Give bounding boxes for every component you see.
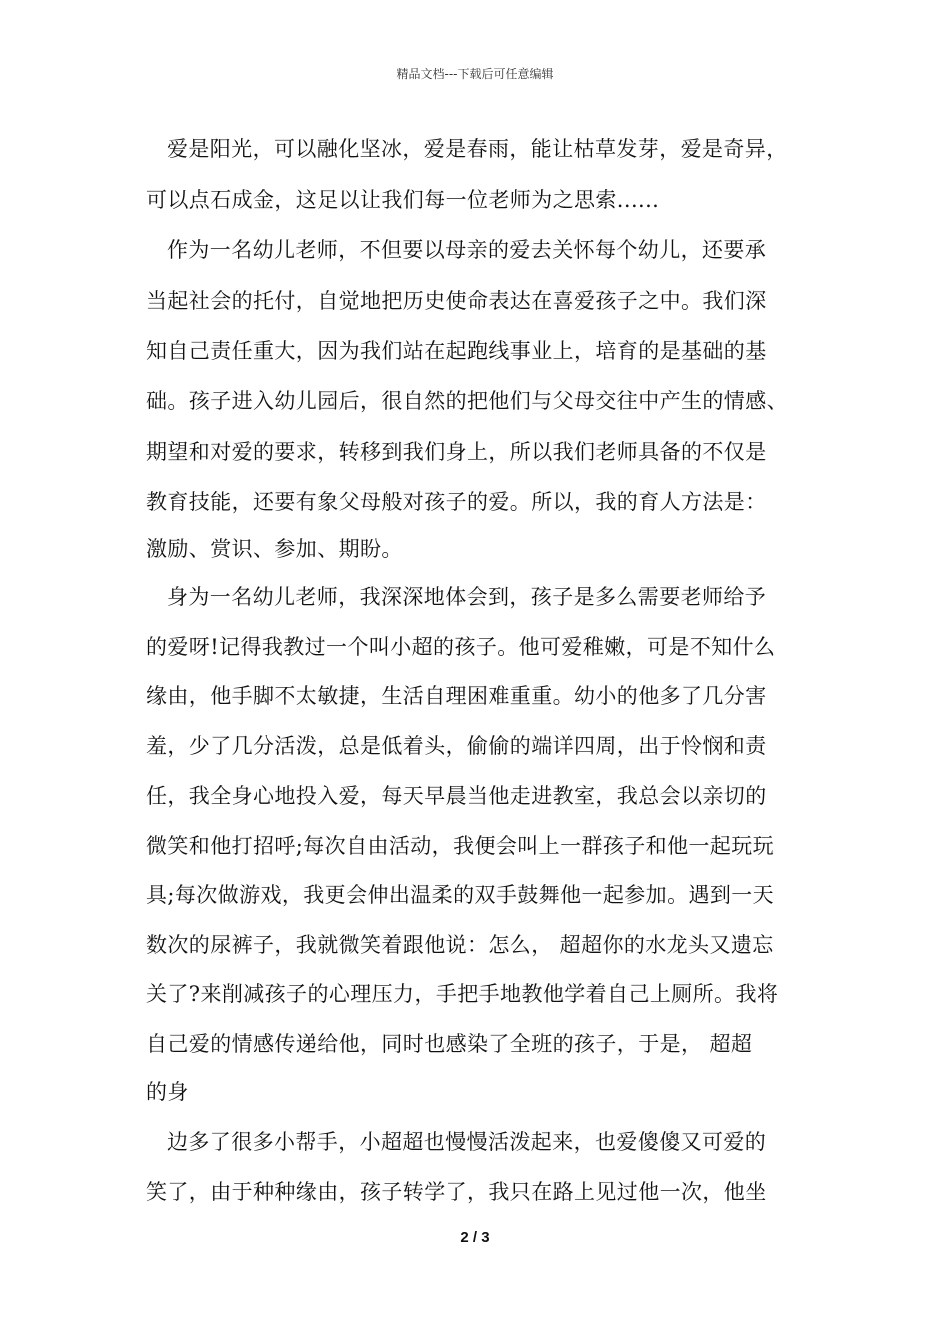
paragraph-2-line-1: 作为一名幼儿老师，不但要以母亲的爱去关怀每个幼儿，还要承: [167, 238, 767, 262]
paragraph-2-line-2: 当起社会的托付，自觉地把历史使命表达在喜爱孩子之中。我们深: [146, 289, 767, 313]
paragraph-3-line-7: 具;每次做游戏，我更会伸出温柔的双手鼓舞他一起参加。遇到一天: [146, 883, 775, 907]
paragraph-3-line-6: 微笑和他打招呼;每次自由活动，我便会叫上一群孩子和他一起玩玩: [146, 834, 775, 858]
paragraph-3-line-11: 的身: [146, 1080, 189, 1104]
paragraph-1-line-2: 可以点石成金，这足以让我们每一位老师为之思索......: [146, 188, 660, 212]
paragraph-3-line-1: 身为一名幼儿老师，我深深地体会到，孩子是多么需要老师给予: [167, 585, 767, 609]
paragraph-3-line-8: 数次的尿裤子，我就微笑着跟他说：怎么， 超超你的水龙头又遗忘: [146, 933, 774, 957]
paragraph-3-line-5: 任，我全身心地投入爱，每天早晨当他走进教室，我总会以亲切的: [146, 784, 767, 808]
paragraph-2-line-6: 教育技能，还要有象父母般对孩子的爱。所以，我的育人方法是：: [146, 490, 767, 514]
paragraph-4-line-2: 笑了，由于种种缘由，孩子转学了，我只在路上见过他一次，他坐: [146, 1180, 767, 1204]
page-header: 精品文档---下载后可任意编辑: [396, 67, 554, 81]
paragraph-3-line-2: 的爱呀!记得我教过一个叫小超的孩子。他可爱稚嫩，可是不知什么: [146, 635, 776, 659]
paragraph-2-line-7: 激励、赏识、参加、期盼。: [146, 537, 403, 561]
paragraph-2-line-3: 知自己责任重大，因为我们站在起跑线事业上，培育的是基础的基: [146, 339, 767, 363]
paragraph-3-line-9: 关了?来削减孩子的心理压力，手把手地教他学着自己上厕所。我将: [146, 982, 779, 1006]
paragraph-3-line-4: 羞，少了几分活泼，总是低着头，偷偷的端详四周，出于怜悯和责: [146, 734, 767, 758]
paragraph-2-line-4: 础。孩子进入幼儿园后，很自然的把他们与父母交往中产生的情感、: [146, 389, 788, 413]
paragraph-1-line-1: 爱是阳光，可以融化坚冰，爱是春雨，能让枯草发芽，爱是奇异，: [167, 137, 788, 161]
paragraph-3-line-10: 自己爱的情感传递给他，同时也感染了全班的孩子，于是， 超超: [146, 1032, 753, 1056]
paragraph-4-line-1: 边多了很多小帮手，小超超也慢慢活泼起来，也爱傻傻又可爱的: [167, 1130, 767, 1154]
paragraph-3-line-3: 缘由，他手脚不太敏捷，生活自理困难重重。幼小的他多了几分害: [146, 684, 767, 708]
page-number: 2 / 3: [460, 1229, 490, 1246]
paragraph-2-line-5: 期望和对爱的要求，转移到我们身上，所以我们老师具备的不仅是: [146, 440, 767, 464]
